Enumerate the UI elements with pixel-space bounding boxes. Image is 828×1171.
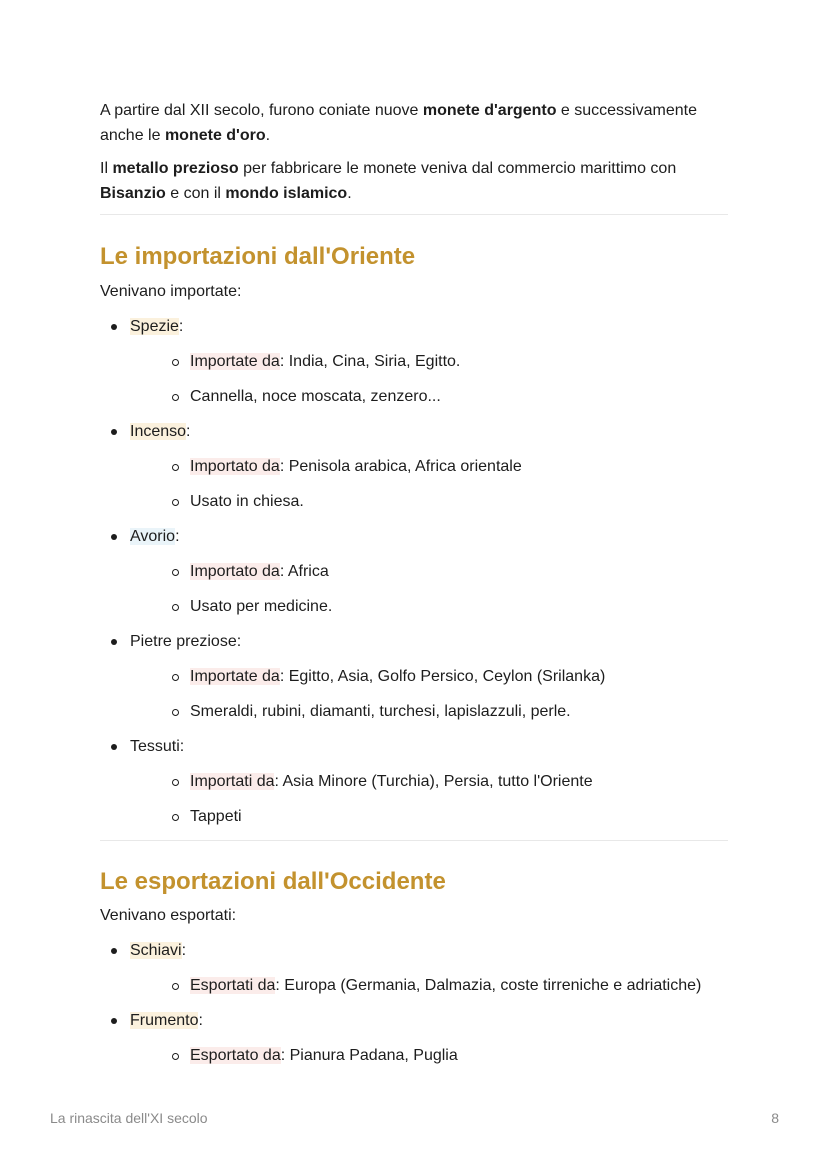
list-item-incenso: Incenso: Importato da: Penisola arabica, Africa orientale Usato in chiesa. [100,422,728,512]
bold-term: monete d'argento [422,102,557,119]
item-key: Esportato da [190,1047,281,1064]
item-value: : Europa (Germania, Dalmazia, coste tirreniche e adriatiche) [275,977,702,994]
imports-list [100,317,728,827]
paragraph-coins [100,98,728,148]
sublist [130,457,728,512]
text: Il [100,160,113,177]
item-label: Spezie [130,318,179,335]
list-item-frumento: Frumento: Esportato da: Pianura Padana, Puglia [100,1011,728,1066]
item-key: Importate da [190,353,280,370]
sublist-item [130,772,728,792]
item-label: Pietre preziose [130,633,237,650]
footer-title: La rinascita dell'XI secolo [50,1110,208,1126]
sublist [130,352,728,407]
item-text: Usato in chiesa. [190,493,304,510]
page-number: 8 [771,1110,779,1126]
item-text: Smeraldi, rubini, diamanti, turchesi, lapislazzuli, perle. [190,703,571,720]
item-key: Importato da [190,458,280,475]
text: . [347,185,352,202]
list-item-spezie: Spezie: Importate da: India, Cina, Siria, Egitto. Cannella, noce moscata, zenzero... [100,317,728,407]
section-heading-imports: Le importazioni dall'Oriente [100,243,416,270]
item-text: Cannella, noce moscata, zenzero... [190,388,441,405]
item-text: Tappeti [190,808,242,825]
exports-list [100,941,728,1066]
text: per fabbricare le monete veniva dal commercio marittimo con [238,160,677,177]
sublist-item [130,562,728,582]
item-value: : Pianura Padana, Puglia [280,1047,458,1064]
sublist-item [130,387,728,407]
sublist [130,1046,728,1066]
bold-term: mondo islamico [225,185,348,202]
item-label: Tessuti [130,738,180,755]
list-item-pietre-preziose: Pietre preziose: Importate da: Egitto, Asia, Golfo Persico, Ceylon (Srilanka) Smeraldi, rubini, diamanti, turchesi, lapislazzuli, perle. [100,632,728,722]
section-intro: Venivano importate: [100,283,242,300]
item-label: Avorio [130,528,176,545]
item-value: : India, Cina, Siria, Egitto. [279,353,461,370]
sublist-item [130,667,728,687]
item-key: Importato da [190,563,280,580]
item-value: : Egitto, Asia, Golfo Persico, Ceylon (Srilanka) [279,668,606,685]
bold-term: Bisanzio [100,185,166,202]
list-item-tessuti: Tessuti: Importati da: Asia Minore (Turchia), Persia, tutto l'Oriente Tappeti [100,737,728,827]
item-key: Esportati da [190,977,276,994]
sublist-item [130,976,728,996]
item-value: : Africa [279,563,329,580]
item-label: Schiavi [130,942,182,959]
item-value: : Asia Minore (Turchia), Persia, tutto l'Oriente [274,773,593,790]
sublist [130,976,728,996]
item-label: Incenso [130,423,187,440]
item-value: : Penisola arabica, Africa orientale [279,458,522,475]
sublist-item [130,492,728,512]
list-item-avorio: Avorio: Importato da: Africa Usato per medicine. [100,527,728,617]
section-heading-exports: Le esportazioni dall'Occidente [100,868,446,895]
text: . [265,127,271,144]
list-item-schiavi: Schiavi: Esportati da: Europa (Germania, Dalmazia, coste tirreniche e adriatiche) [100,941,728,996]
section-intro: Venivano esportati: [100,907,237,924]
text: A partire dal XII secolo, furono coniate nuove [100,102,423,119]
sublist-item [130,702,728,722]
sublist-item [130,807,728,827]
divider [100,214,728,215]
bold-term: metallo prezioso [112,160,239,177]
sublist-item [130,457,728,477]
sublist-item [130,1046,728,1066]
item-key: Importati da [190,773,275,790]
sublist-item [130,597,728,617]
text: e successivamente anche le [100,102,697,144]
text: e con il [165,185,226,202]
paragraph-metal [100,156,728,206]
bold-term: monete d'oro [164,127,266,144]
item-key: Importate da [190,668,280,685]
sublist [130,562,728,617]
sublist [130,667,728,722]
document-body [100,98,728,1066]
item-label: Frumento [130,1012,199,1029]
item-text: Usato per medicine. [190,598,333,615]
sublist [130,772,728,827]
divider [100,840,728,841]
sublist-item [130,352,728,372]
